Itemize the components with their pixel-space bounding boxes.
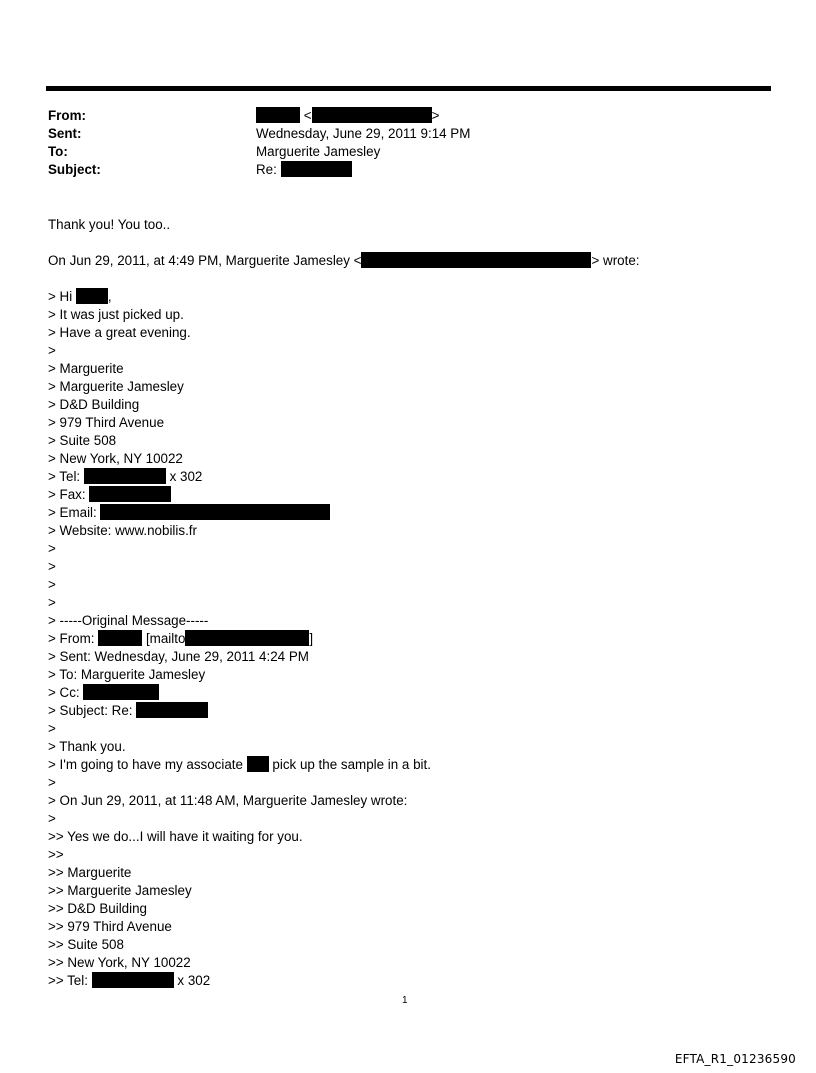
quoted-line: > New York, NY 10022 <box>48 451 183 466</box>
quoted-text: x 302 <box>165 469 203 484</box>
quoted-line <box>48 684 159 702</box>
quoted-line <box>48 504 330 522</box>
quoted-line: > To: Marguerite Jamesley <box>48 667 206 682</box>
redaction <box>92 972 174 988</box>
redaction <box>312 107 432 123</box>
quote-intro <box>48 252 640 270</box>
redaction <box>281 161 352 177</box>
quoted-line: >> New York, NY 10022 <box>48 955 191 970</box>
subject-value <box>256 161 352 179</box>
page-number: 1 <box>402 995 408 1006</box>
quoted-line: > <box>48 595 56 610</box>
redaction <box>185 630 309 646</box>
quoted-line: >> Marguerite <box>48 865 132 880</box>
quoted-line <box>48 702 208 720</box>
quoted-line <box>48 288 112 306</box>
quoted-line: >> Suite 508 <box>48 937 124 952</box>
quoted-line: > <box>48 721 56 736</box>
header-rule <box>46 86 771 91</box>
subject-prefix: Re: <box>256 162 277 177</box>
quoted-line: > <box>48 577 56 592</box>
redaction <box>76 288 108 304</box>
quoted-line <box>48 486 171 504</box>
quoted-line: > Have a great evening. <box>48 325 191 340</box>
from-label: From: <box>48 108 86 123</box>
quoted-line: > Suite 508 <box>48 433 117 448</box>
quote-intro-start: On Jun 29, 2011, at 4:49 PM, Marguerite Jamesley < <box>48 253 362 268</box>
quoted-text: , <box>107 289 112 304</box>
sent-value: Wednesday, June 29, 2011 9:14 PM <box>256 126 471 141</box>
quoted-text: > I'm going to have my associate <box>48 757 247 772</box>
quoted-line: > -----Original Message----- <box>48 613 209 628</box>
quoted-line: > Marguerite Jamesley <box>48 379 184 394</box>
quoted-line: >> <box>48 847 64 862</box>
from-value <box>256 107 439 125</box>
quoted-text: x 302 <box>173 973 211 988</box>
quoted-line: > On Jun 29, 2011, at 11:48 AM, Marguerite Jamesley wrote: <box>48 793 408 808</box>
quote-intro-end: > wrote: <box>591 253 640 268</box>
quoted-text: > Cc: <box>48 685 84 700</box>
redaction <box>361 252 591 268</box>
quoted-line: >> Marguerite Jamesley <box>48 883 192 898</box>
redaction <box>84 468 166 484</box>
quoted-text: > Hi <box>48 289 76 304</box>
redaction <box>89 486 171 502</box>
quoted-text: > Fax: <box>48 487 90 502</box>
quoted-line: > <box>48 559 56 574</box>
quoted-line: >> 979 Third Avenue <box>48 919 172 934</box>
quoted-line: > It was just picked up. <box>48 307 184 322</box>
redaction <box>256 107 300 123</box>
to-label: To: <box>48 144 68 159</box>
quoted-text: ] <box>309 631 314 646</box>
quoted-line: > <box>48 343 56 358</box>
quoted-text: > Subject: Re: <box>48 703 137 718</box>
quoted-line: > <box>48 541 56 556</box>
quoted-line: > Sent: Wednesday, June 29, 2011 4:24 PM <box>48 649 309 664</box>
to-value: Marguerite Jamesley <box>256 144 381 159</box>
quoted-line: > Marguerite <box>48 361 124 376</box>
quoted-line: >> Yes we do...I will have it waiting for you. <box>48 829 303 844</box>
from-lt: < <box>303 108 312 123</box>
quoted-line: > Thank you. <box>48 739 126 754</box>
quoted-text: > Email: <box>48 505 101 520</box>
quoted-text: [mailto <box>142 631 186 646</box>
quoted-line <box>48 972 210 990</box>
quoted-line <box>48 468 202 486</box>
subject-label: Subject: <box>48 162 101 177</box>
quoted-line: > <box>48 811 56 826</box>
quoted-text: > From: <box>48 631 99 646</box>
sent-label: Sent: <box>48 126 82 141</box>
redaction <box>83 684 159 700</box>
redaction <box>247 756 269 772</box>
redaction <box>98 630 142 646</box>
quoted-line: > Website: www.nobilis.fr <box>48 523 197 538</box>
quoted-line: >> D&D Building <box>48 901 147 916</box>
redaction <box>100 504 330 520</box>
quoted-line: > D&D Building <box>48 397 140 412</box>
from-gt: > <box>431 108 440 123</box>
quoted-line: > 979 Third Avenue <box>48 415 165 430</box>
quoted-line: > <box>48 775 56 790</box>
quoted-line <box>48 630 313 648</box>
quoted-line <box>48 756 431 774</box>
bates-number: EFTA_R1_01236590 <box>674 1052 796 1066</box>
redaction <box>136 702 208 718</box>
quoted-text: >> Tel: <box>48 973 92 988</box>
reply-text: Thank you! You too.. <box>48 217 171 232</box>
quoted-text: pick up the sample in a bit. <box>268 757 431 772</box>
quoted-text: > Tel: <box>48 469 84 484</box>
